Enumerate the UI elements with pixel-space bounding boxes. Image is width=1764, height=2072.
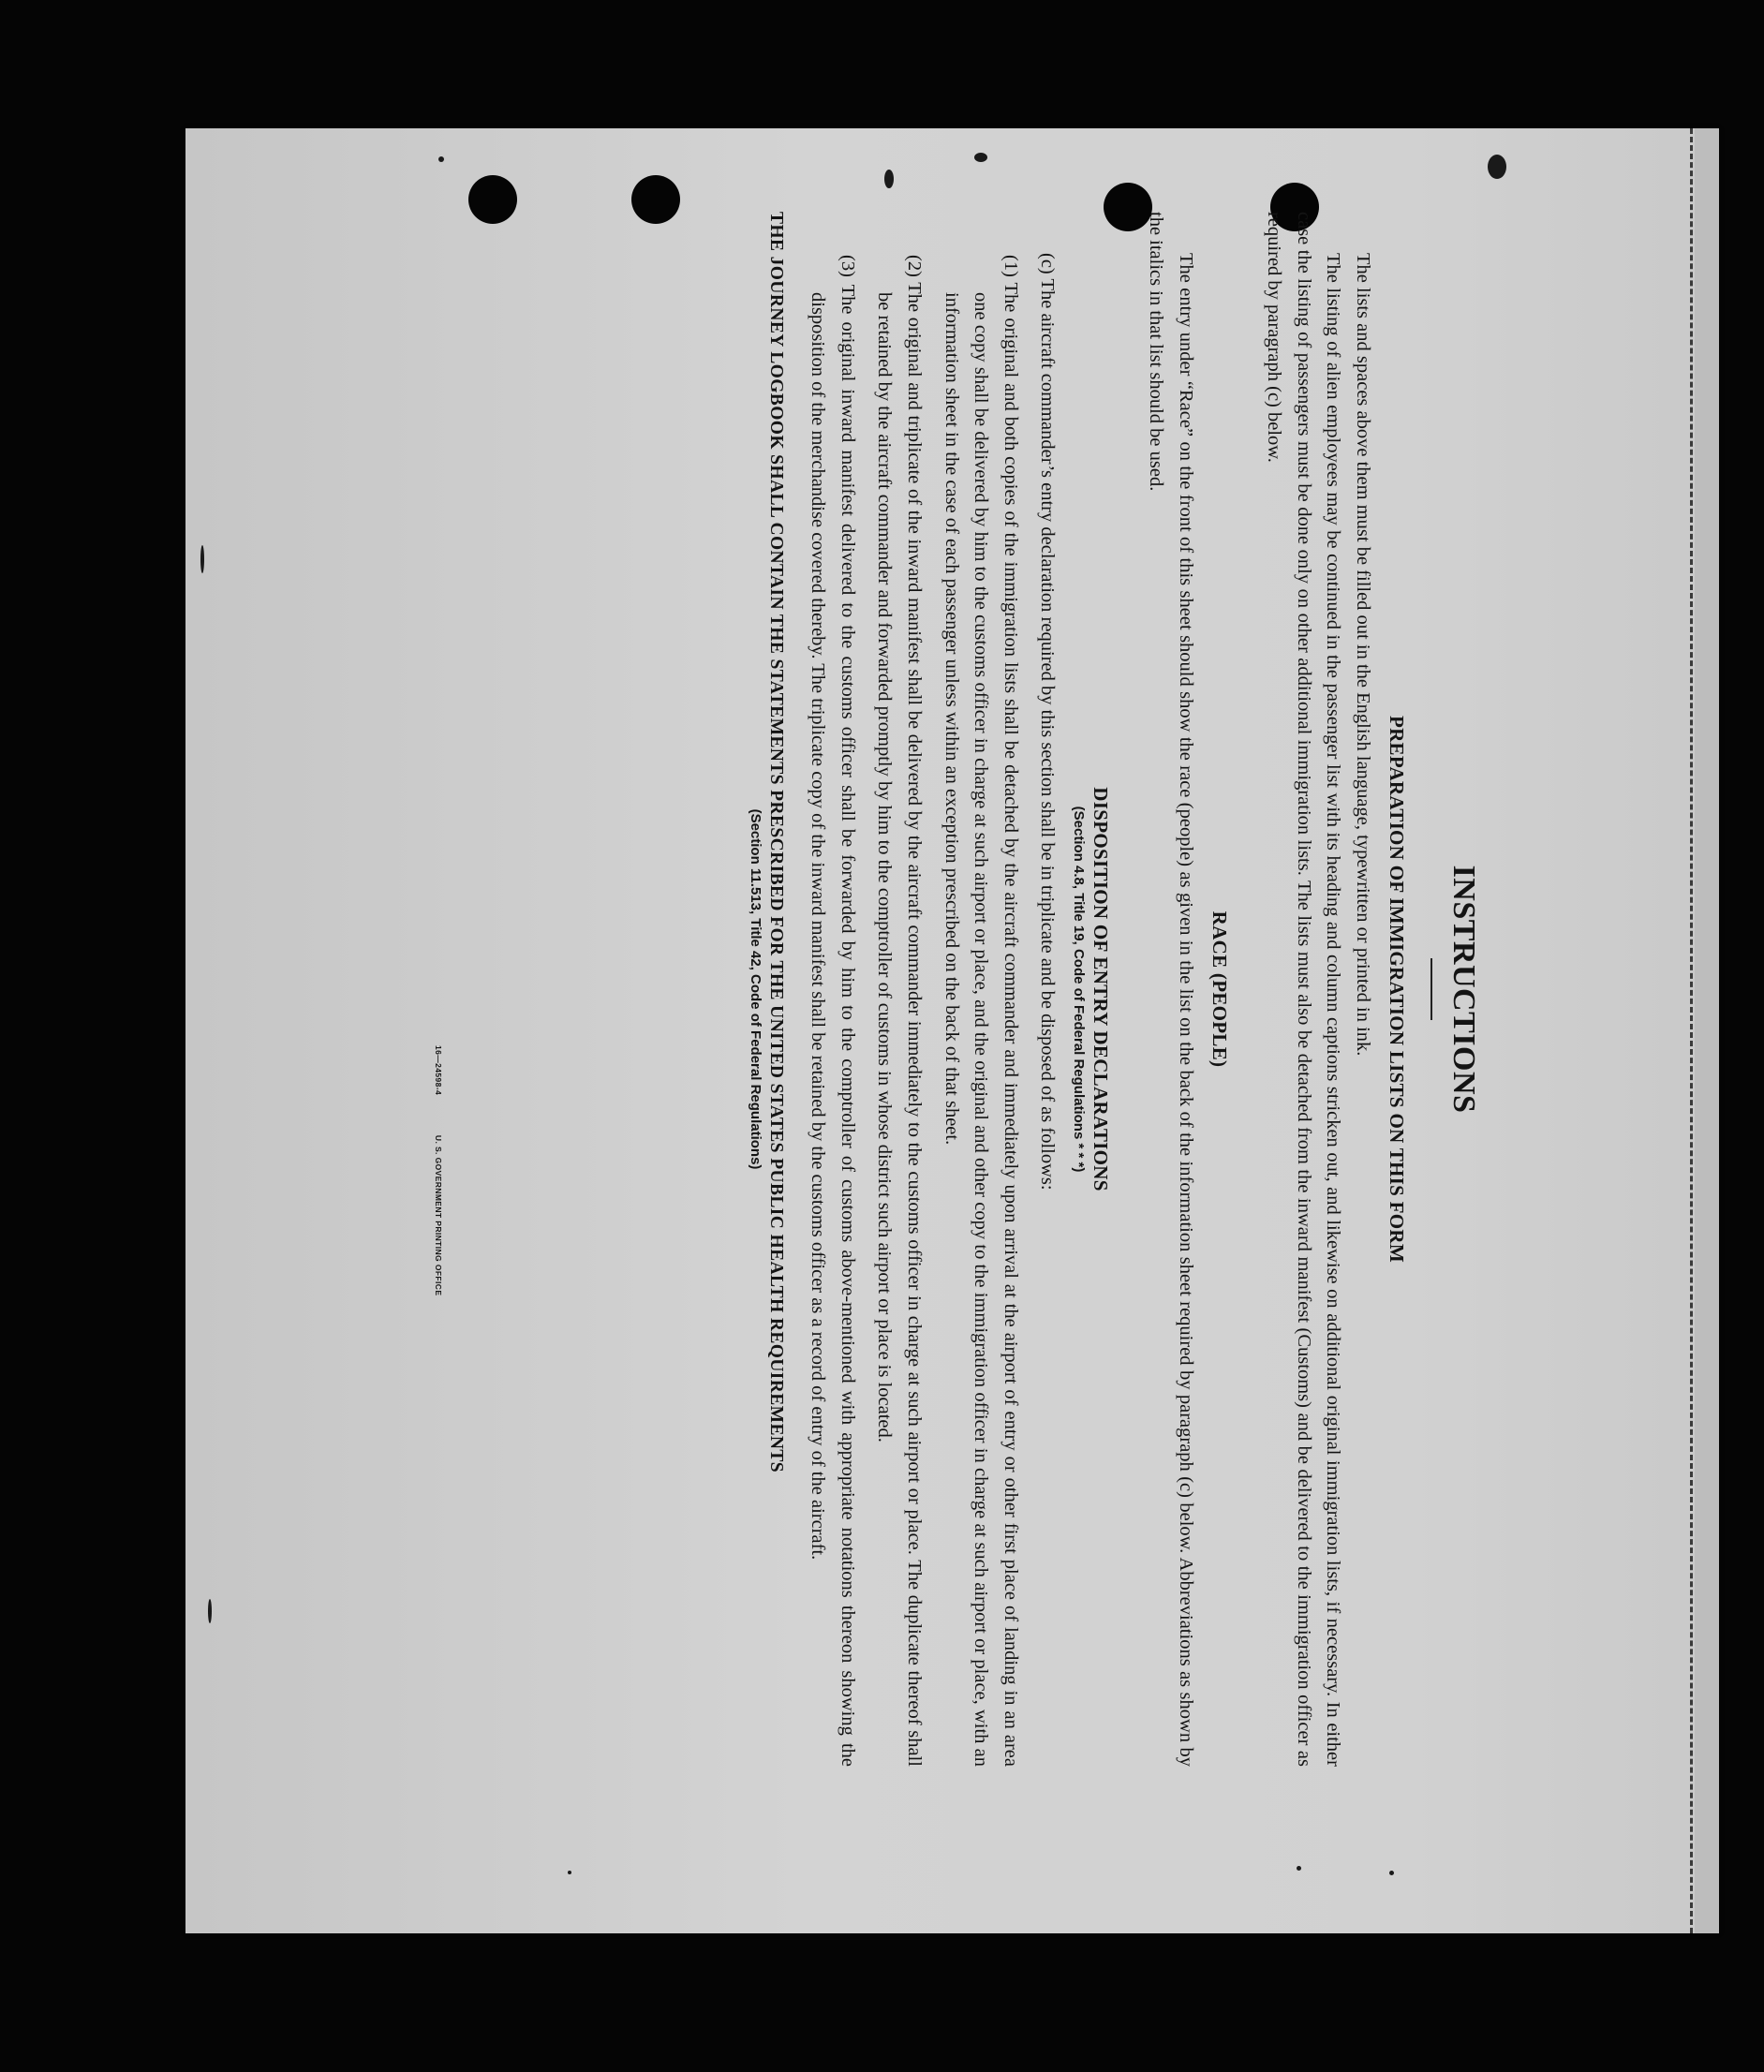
paragraph: The lists and spaces above them must be filled out in the English language, typewritten or printed in ink. bbox=[1353, 253, 1373, 1057]
dust-speck bbox=[208, 1599, 212, 1623]
paragraph: The listing of alien employees may be continued in the passenger list with its heading and column captions stricken out, and likewise on additional original immigration lists, if necessary. In either case the listing of passengers must be done only on other additional immigration lists. The lists must also be detached from the inward manifest (Customs) and be delivered to the immigration officer as required by paragraph (c) below. bbox=[1264, 212, 1344, 1767]
torn-edge bbox=[1695, 128, 1719, 1933]
document-title: INSTRUCTIONS bbox=[1446, 865, 1481, 1114]
printer-imprint bbox=[434, 212, 443, 1767]
paragraph: (c) The aircraft commander’s entry declaration required by this section shall be in triplicate and be disposed of as follows: bbox=[1037, 253, 1059, 1191]
dust-speck bbox=[1389, 1871, 1394, 1875]
perforation-line bbox=[1690, 128, 1693, 1933]
dust-speck bbox=[200, 545, 204, 573]
list-item: (1) The original and both copies of the immigration lists shall be detached by the aircraft commander and immediately upon arrival at the airport of entry or other first place of landing in an area one copy shall be delivered by him to the customs officer in charge at such airport or place, and the original and other copy to the immigration officer in charge at such airport or place, with an information sheet in the case of each passenger unless within an exception prescribed on the back of that sheet. bbox=[941, 255, 1021, 1767]
printing-office: U. S. GOVERNMENT PRINTING OFFICE bbox=[434, 1134, 443, 1296]
title-rule bbox=[1430, 958, 1432, 1020]
section-citation: (Section 4.8, Title 19, Code of Federal Regulations * * *) bbox=[1071, 806, 1088, 1173]
list-item: (3) The original inward manifest delivered to the customs officer shall be forwarded by him to the comptroller of customs above-mentioned with appropriate notations thereon showing the disposition of the merchandise covered thereby. The triplicate copy of the inward manifest shall be retained by the customs officer as a record of entry of the aircraft. bbox=[808, 255, 858, 1767]
paragraph: The entry under “Race” on the front of this sheet should show the race (people) as given in the list on the back of the information sheet required by paragraph (c) below. Abbreviations as shown by the italics in that list should be used. bbox=[1146, 212, 1196, 1767]
dust-speck bbox=[568, 1871, 571, 1874]
section-heading-preparation: PREPARATION OF IMMIGRATION LISTS ON THIS FORM bbox=[1386, 715, 1408, 1264]
section-heading-disposition: DISPOSITION OF ENTRY DECLARATIONS bbox=[1090, 787, 1113, 1191]
dust-speck bbox=[974, 153, 987, 162]
public-health-citation: (Section 11.513, Title 42, Code of Federal Regulations) bbox=[747, 808, 763, 1170]
form-number: 16—24598-4 bbox=[434, 1045, 443, 1096]
dust-speck bbox=[438, 156, 444, 162]
public-health-statement: THE JOURNEY LOGBOOK SHALL CONTAIN THE STATEMENTS PRESCRIBED FOR THE UNITED STATES PUBLIC HEALTH REQUIREMENTS bbox=[765, 212, 786, 1473]
instructions-text-block bbox=[387, 212, 1483, 1767]
dust-speck bbox=[1488, 155, 1506, 179]
list-item: (2) The original and triplicate of the inward manifest shall be delivered by the aircraft commander immediately to the customs officer in charge at such airport or place. The duplicate thereof shall be retained by the aircraft commander and forwarded promptly by him to the comptroller of customs in whose district such airport or place is located. bbox=[874, 255, 926, 1767]
dust-speck bbox=[1297, 1866, 1301, 1871]
section-heading-race: RACE (PEOPLE) bbox=[1208, 910, 1231, 1068]
dust-speck bbox=[884, 170, 894, 188]
